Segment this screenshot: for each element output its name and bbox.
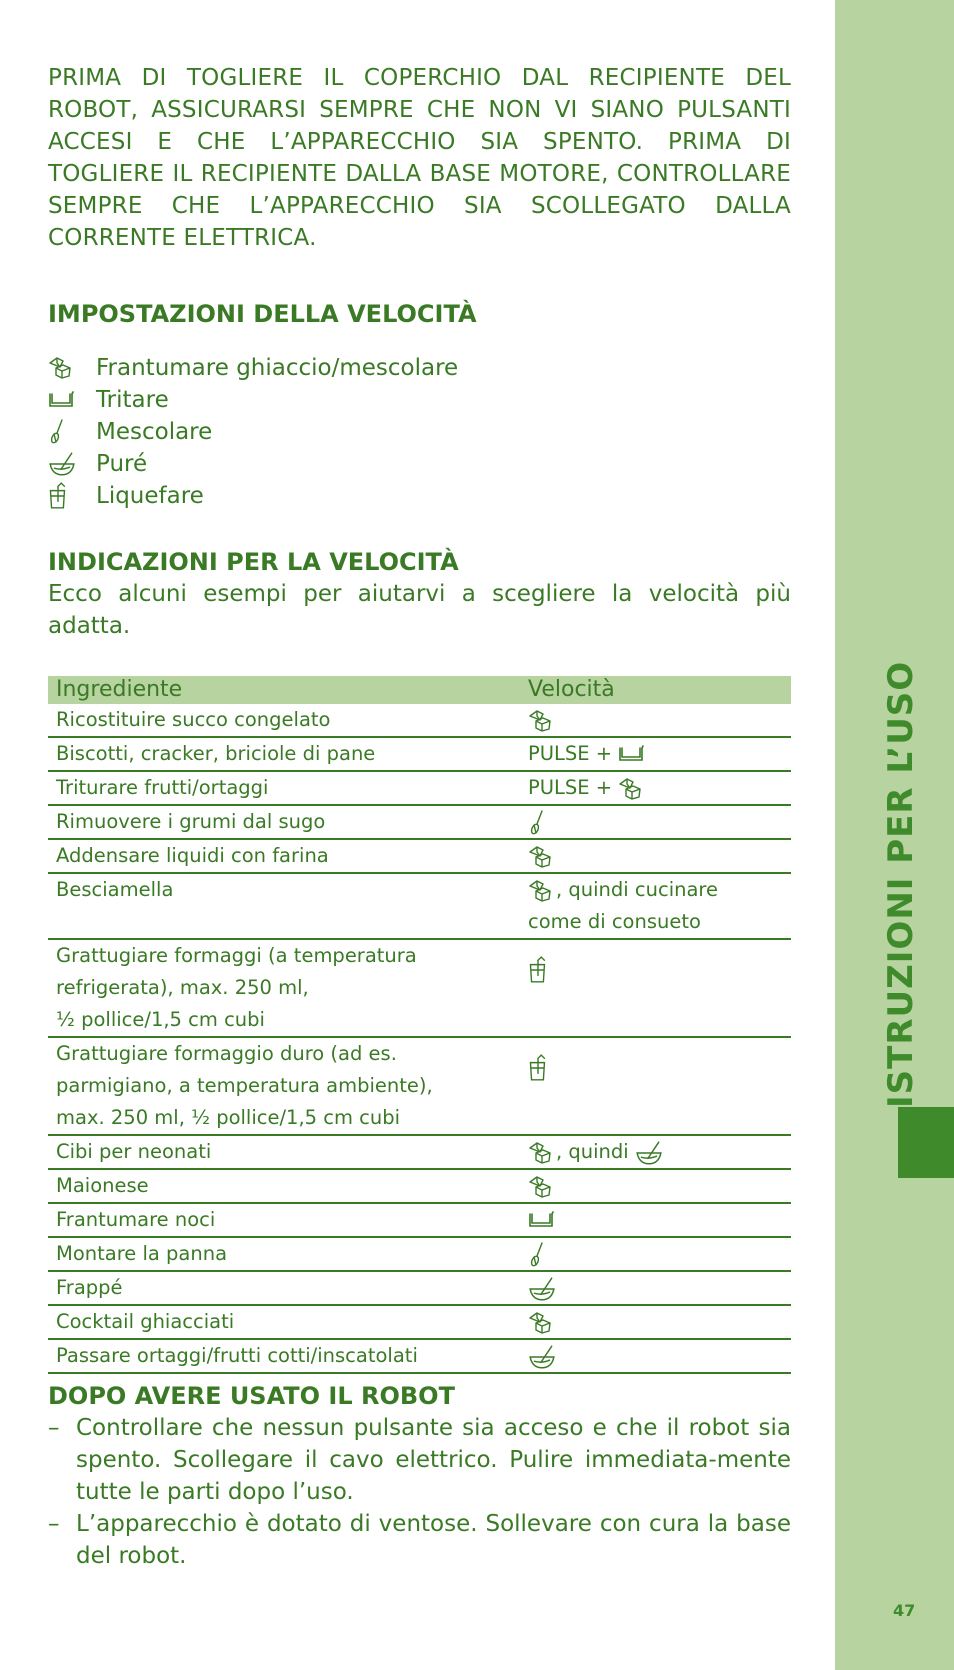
dash-bullet: – <box>48 1511 60 1537</box>
ice-cube-icon <box>528 1140 556 1166</box>
pulse-label: PULSE + <box>528 742 613 765</box>
list-item <box>48 448 458 480</box>
whisk-icon <box>48 416 96 448</box>
ingredient-line: refrigerata), max. 250 ml, <box>56 976 309 999</box>
glass-icon <box>528 956 556 982</box>
list-item <box>48 352 458 384</box>
puree-icon <box>528 1276 556 1302</box>
speed-cell <box>520 839 791 873</box>
speed-cell <box>520 1135 791 1169</box>
table-row <box>48 839 791 873</box>
speed-cell <box>520 1037 791 1135</box>
table-row <box>48 1135 791 1169</box>
list-item-label: Tritare <box>96 387 169 413</box>
speed-cell <box>520 737 791 771</box>
speed-cell <box>520 1305 791 1339</box>
ice-cube-icon <box>528 1174 556 1200</box>
glass-icon <box>48 480 96 512</box>
list-item <box>48 384 458 416</box>
ice-cube-icon <box>48 352 96 384</box>
speed-cell <box>520 771 791 805</box>
ingredient-line: Grattugiare formaggi (a temperatura <box>56 944 417 967</box>
list-item <box>48 1412 791 1508</box>
ingredient-line: max. 250 ml, ½ pollice/1,5 cm cubi <box>56 1106 401 1129</box>
speed-guide-intro: Ecco alcuni esempi per aiutarvi a scegliere la velocità più adatta. <box>48 581 791 639</box>
speed-cell <box>520 1203 791 1237</box>
puree-icon <box>635 1140 663 1166</box>
after-use-list <box>48 1412 791 1572</box>
whisk-icon <box>528 810 556 836</box>
speed-cell <box>520 873 791 939</box>
ingredient-cell: Besciamella <box>48 873 520 939</box>
table-row <box>48 939 791 1037</box>
speed-table <box>48 676 791 1374</box>
ingredient-line: Grattugiare formaggio duro (ad es. <box>56 1042 397 1065</box>
speed-note: come di consueto <box>528 910 701 933</box>
pulse-label: PULSE + <box>528 776 613 799</box>
ice-cube-icon <box>528 708 556 734</box>
puree-icon <box>528 1344 556 1370</box>
ingredient-cell: Passare ortaggi/frutti cotti/inscatolati <box>48 1339 520 1373</box>
bowl-icon <box>528 1208 556 1234</box>
speed-guide-heading: INDICAZIONI PER LA VELOCITÀ <box>48 548 459 576</box>
table-row <box>48 704 791 737</box>
table-row <box>48 1203 791 1237</box>
list-item <box>48 416 458 448</box>
page-content <box>48 62 791 1569</box>
dash-bullet: – <box>48 1415 60 1441</box>
puree-icon <box>48 448 96 480</box>
speed-cell <box>520 1339 791 1373</box>
table-row <box>48 873 791 939</box>
table-row <box>48 1339 791 1373</box>
bowl-icon <box>618 742 646 768</box>
table-row <box>48 737 791 771</box>
table-row <box>48 1169 791 1203</box>
ingredient-cell <box>48 939 520 1037</box>
ingredient-cell: Montare la panna <box>48 1237 520 1271</box>
ingredient-line: parmigiano, a temperatura ambiente), <box>56 1074 433 1097</box>
ingredient-cell <box>48 1037 520 1135</box>
after-use-heading: DOPO AVERE USATO IL ROBOT <box>48 1382 455 1410</box>
list-item-text: Controllare che nessun pulsante sia acceso e che il robot sia spento. Scollegare il cavo elettrico. Pulire immediata-mente tutte le parti dopo l’uso. <box>76 1415 791 1505</box>
glass-icon <box>528 1054 556 1080</box>
ingredient-line: ½ pollice/1,5 cm cubi <box>56 1008 265 1031</box>
ingredient-cell: Triturare frutti/ortaggi <box>48 771 520 805</box>
warning-text: PRIMA DI TOGLIERE IL COPERCHIO DAL RECIPIENTE DEL ROBOT, ASSICURARSI SEMPRE CHE NON VI SIANO PULSANTI ACCESI E CHE L’APPARECCHIO SIA SPENTO. PRIMA DI TOGLIERE IL RECIPIENTE DALLA BASE MOTORE, CONTROLLARE SEMPRE CHE L’APPARECCHIO SIA SCOLLEGATO DALLA CORRENTE ELETTRICA. <box>48 65 791 251</box>
ingredient-cell: Maionese <box>48 1169 520 1203</box>
section-tab-marker <box>898 1107 954 1178</box>
ingredient-cell: Addensare liquidi con farina <box>48 839 520 873</box>
speed-cell <box>520 1237 791 1271</box>
speed-settings-heading: IMPOSTAZIONI DELLA VELOCITÀ <box>48 300 477 328</box>
column-header-ingredient: Ingrediente <box>48 676 520 704</box>
table-header-row <box>48 676 791 704</box>
list-item-label: Puré <box>96 451 148 477</box>
list-item-label: Liquefare <box>96 483 204 509</box>
ingredient-cell: Ricostituire succo congelato <box>48 704 520 737</box>
table-row <box>48 1305 791 1339</box>
list-item <box>48 1508 791 1572</box>
speed-cell <box>520 704 791 737</box>
ice-cube-icon <box>528 844 556 870</box>
table-row <box>48 1037 791 1135</box>
ingredient-cell: Frappé <box>48 1271 520 1305</box>
speed-note: , quindi <box>556 1140 629 1163</box>
list-item-text: L’apparecchio è dotato di ventose. Sollevare con cura la base del robot. <box>76 1511 791 1569</box>
ingredient-cell: Cocktail ghiacciati <box>48 1305 520 1339</box>
ingredient-cell: Biscotti, cracker, briciole di pane <box>48 737 520 771</box>
ingredient-cell: Frantumare noci <box>48 1203 520 1237</box>
ice-cube-icon <box>528 878 556 904</box>
speed-cell <box>520 805 791 839</box>
speed-note: , quindi cucinare <box>556 878 719 901</box>
ice-cube-icon <box>618 776 646 802</box>
list-item-label: Mescolare <box>96 419 213 445</box>
table-row <box>48 1237 791 1271</box>
whisk-icon <box>528 1242 556 1268</box>
column-header-speed: Velocità <box>520 676 791 704</box>
bowl-icon <box>48 384 96 416</box>
table-row <box>48 771 791 805</box>
ingredient-cell: Rimuovere i grumi dal sugo <box>48 805 520 839</box>
speed-cell <box>520 1169 791 1203</box>
speed-cell <box>520 939 791 1037</box>
table-row <box>48 1271 791 1305</box>
list-item <box>48 480 458 512</box>
list-item-label: Frantumare ghiaccio/mescolare <box>96 355 459 381</box>
section-title-vertical: ISTRUZIONI PER L’USO <box>881 660 921 1108</box>
table-row <box>48 805 791 839</box>
speed-settings-list <box>48 352 458 512</box>
ingredient-cell: Cibi per neonati <box>48 1135 520 1169</box>
page-number: 47 <box>893 1601 916 1620</box>
ice-cube-icon <box>528 1310 556 1336</box>
speed-cell <box>520 1271 791 1305</box>
